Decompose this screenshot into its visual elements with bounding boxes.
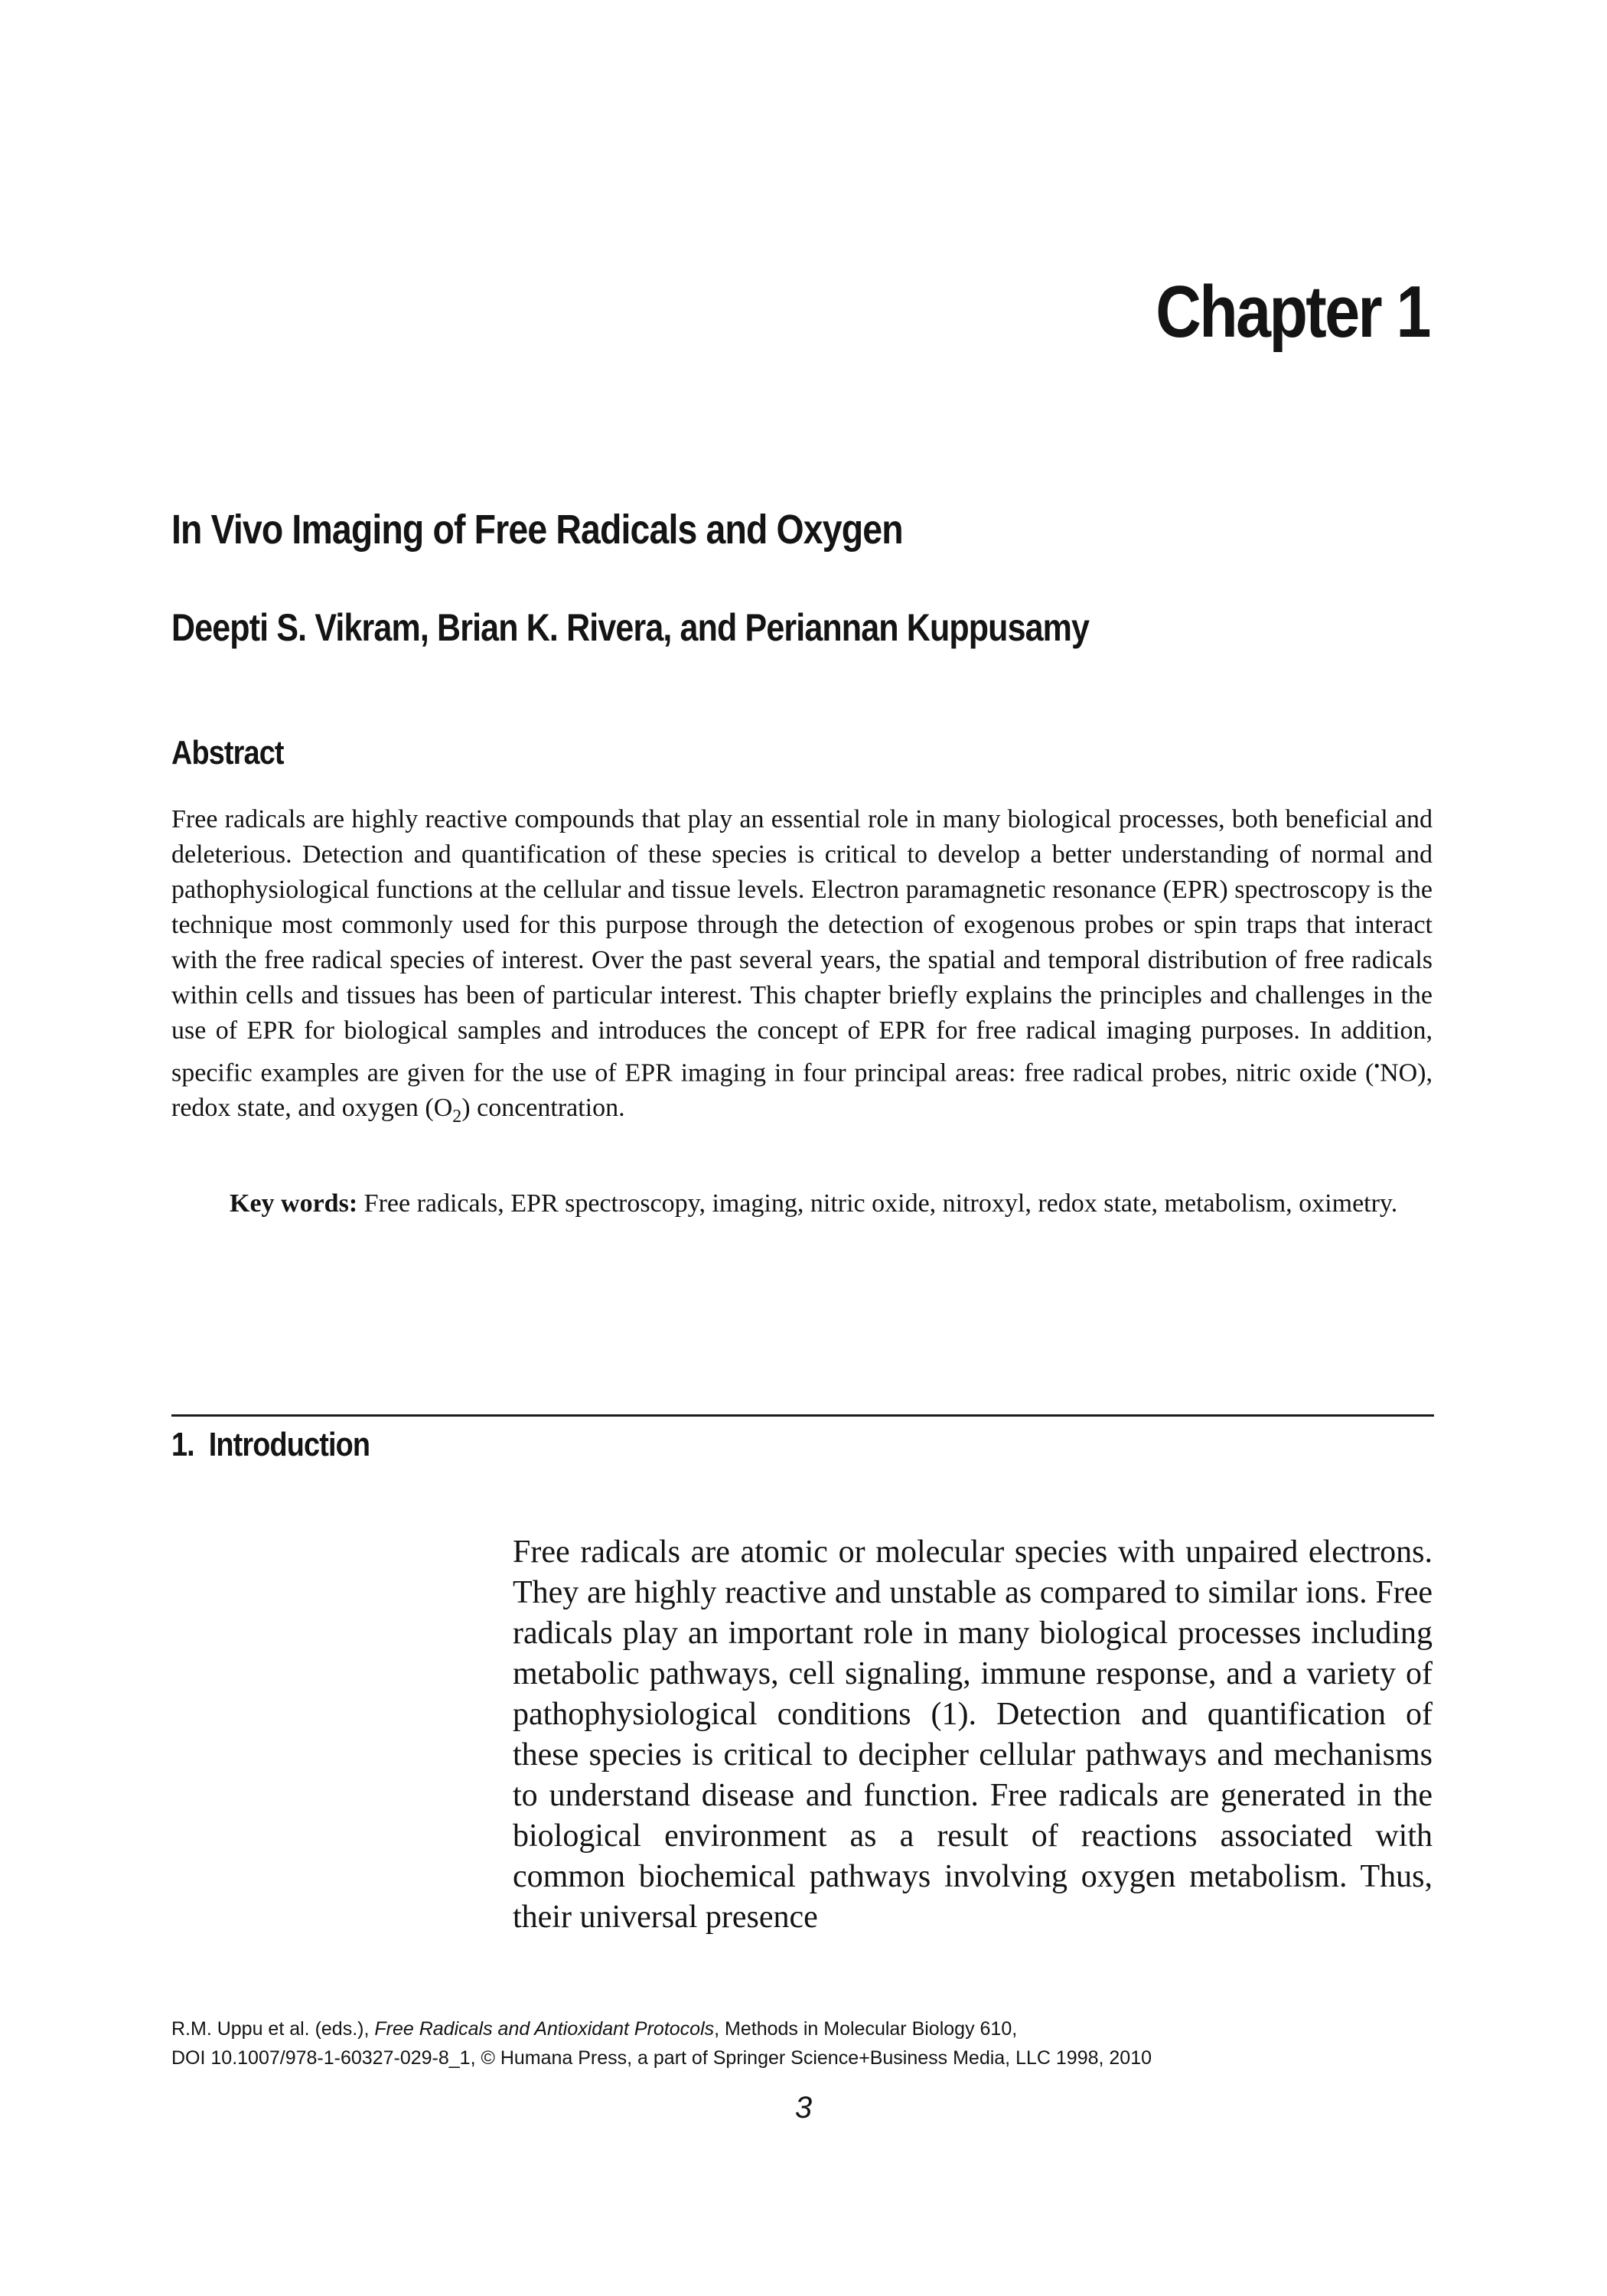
citation-line-1 [171,2014,1442,2043]
section-divider [171,1414,1434,1417]
radical-dot-superscript: • [1374,1056,1380,1075]
introduction-paragraph: Free radicals are atomic or molecular species with unpaired electrons. They are highly reactive and unstable as compared to similar ions. Free radicals play an important role in many biological processes including metabolic pathways, cell signaling, immune response, and a variety of pathophysiological conditions (1). Detection and quantification of these species is critical to decipher cellular pathways and mechanisms to understand disease and function. Free radicals are generated in the biological environment as a result of reactions associated with common biochemical pathways involving oxygen metabolism. Thus, their universal presence [513,1534,1433,1935]
abstract-heading: Abstract [171,734,284,771]
section-title: Introduction [208,1426,370,1463]
author-list: Deepti S. Vikram, Brian K. Rivera, and Periannan Kuppusamy [171,606,1090,649]
doi-line: DOI 10.1007/978-1-60327-029-8_1, © Humana Press, a part of Springer Science+Business Media, LLC 1998, 2010 [171,2047,1152,2069]
book-title: Free Radicals and Antioxidant Protocols [374,2018,715,2040]
citation-prefix: R.M. Uppu et al. (eds.), [171,2018,375,2040]
oxygen-subscript: 2 [452,1107,462,1127]
keywords-text: Free radicals, EPR spectroscopy, imaging, nitric oxide, nitroxyl, redox state, metabolism, oximetry. [363,1189,1398,1218]
section-number: 1. [171,1426,194,1463]
abstract-text [171,802,1433,1134]
chapter-label: Chapter 1 [1156,271,1429,353]
page-number: 3 [794,2091,813,2125]
chapter-title: In Vivo Imaging of Free Radicals and Oxygen [171,507,903,553]
keywords [230,1186,1433,1221]
abstract-text-part2: NO), redox state, and oxygen (O [171,1058,1433,1123]
section-heading-introduction [171,1425,370,1466]
footer-citation [171,2014,1442,2073]
citation-suffix: , Methods in Molecular Biology 610, [714,2018,1018,2040]
keywords-label: Key words: [230,1189,358,1218]
abstract-text-part3: ) concentration. [461,1094,625,1123]
abstract-text-part1: Free radicals are highly reactive compounds that play an essential role in many biological processes, both beneficial and deleterious. Detection and quantification of these species is critical to develop a better understanding of normal and pathophysiological functions at the cellular and tissue levels. Electron paramagnetic resonance (EPR) spectroscopy is the technique most commonly used for this purpose through the detection of exogenous probes or spin traps that interact with the free radical species of interest. Over the past several years, the spatial and temporal distribution of free radicals within cells and tissues has been of particular interest. This chapter briefly explains the principles and challenges in the use of EPR for biological samples and introduces the concept of EPR for free radical imaging purposes. In addition, specific examples are given for the use of EPR imaging in four principal areas: free radical probes, nitric oxide ( [171,805,1433,1088]
